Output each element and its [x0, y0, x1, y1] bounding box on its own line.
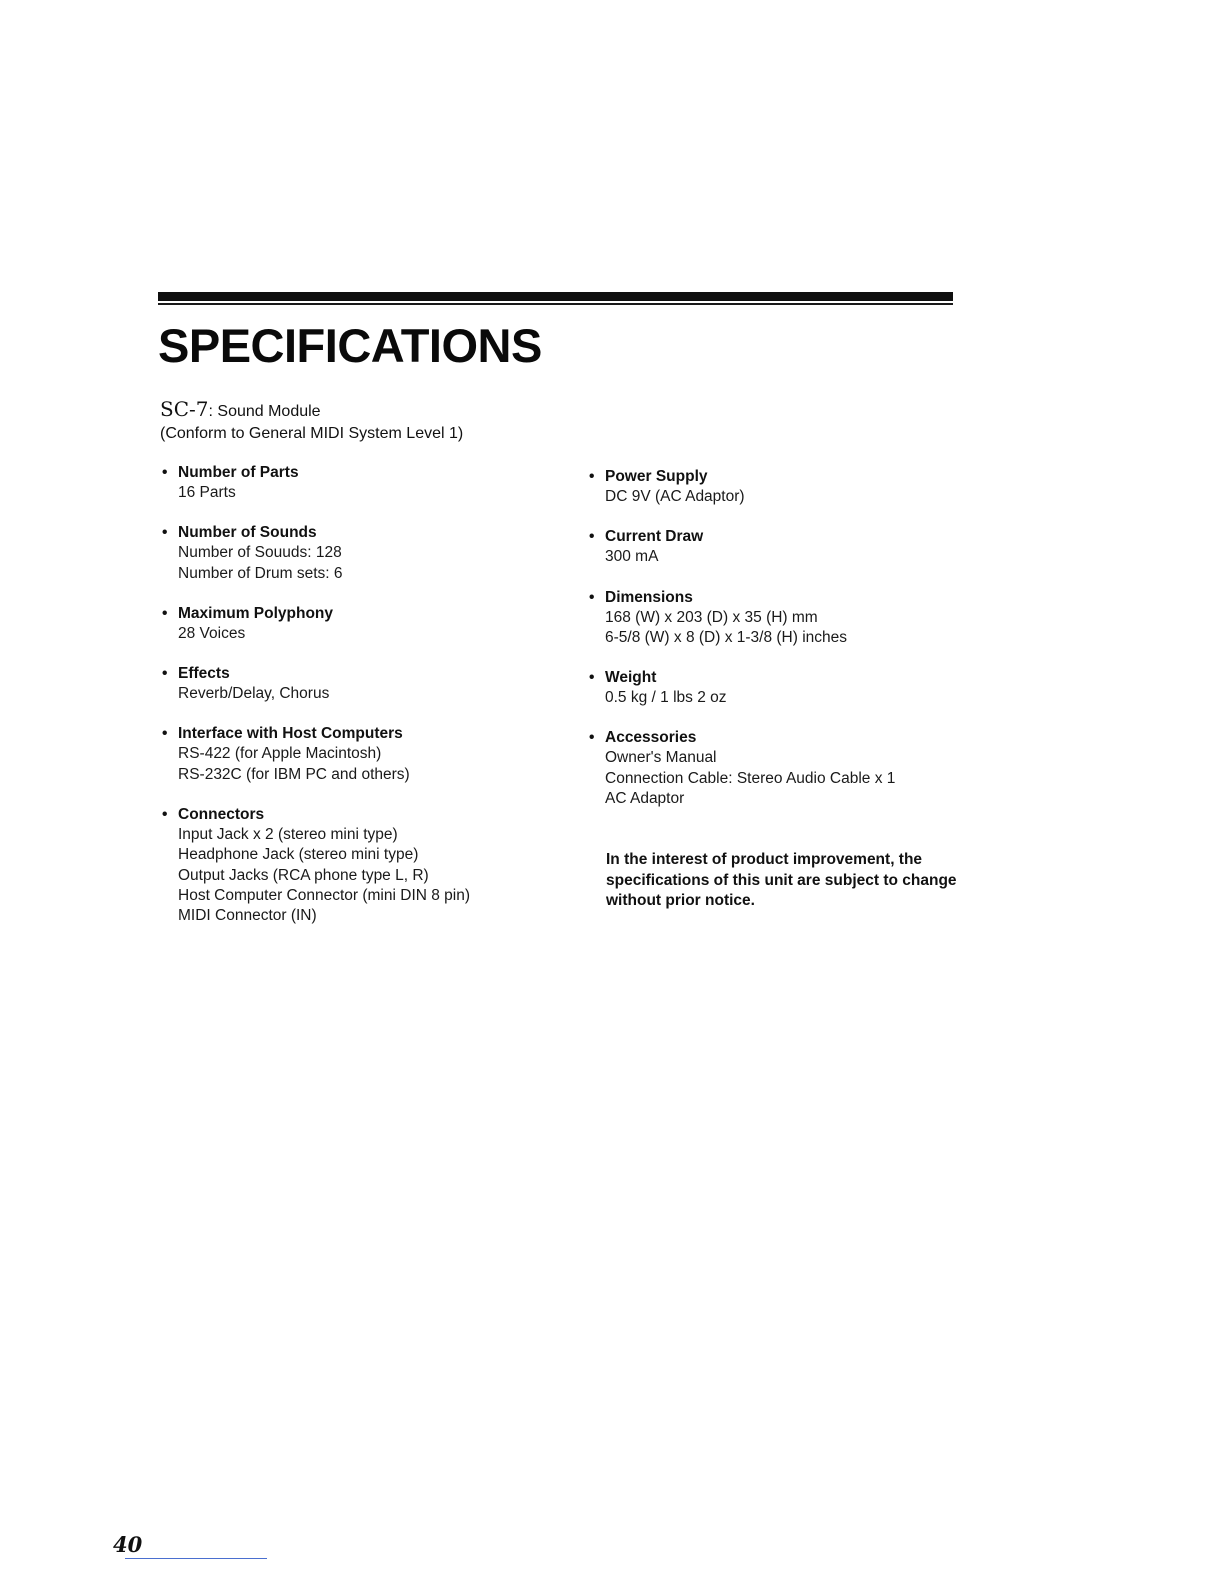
bullet-icon: •: [162, 464, 168, 481]
spec-value: Headphone Jack (stereo mini type): [178, 846, 419, 864]
spec-heading-text: Number of Parts: [178, 464, 299, 481]
spec-value: 28 Voices: [178, 624, 246, 642]
model-separator: :: [208, 403, 218, 420]
spec-heading: [162, 724, 542, 744]
spec-weight: [589, 668, 969, 708]
bullet-icon: •: [589, 588, 595, 606]
spec-heading: [589, 527, 969, 547]
bullet-icon: •: [162, 524, 168, 542]
bullet-icon: •: [162, 806, 168, 824]
model-conformance: (Conform to General MIDI System Level 1): [160, 425, 464, 442]
model-name: SC-7: [160, 397, 209, 421]
spec-heading: [589, 728, 969, 748]
spec-value: Number of Souuds: 128: [178, 544, 342, 562]
spec-heading-text: Current Draw: [605, 528, 704, 546]
bullet-icon: •: [589, 669, 595, 687]
spec-value: MIDI Connector (IN): [178, 907, 317, 925]
spec-heading-text: Weight: [605, 669, 657, 687]
bullet-icon: •: [162, 604, 168, 622]
spec-value: Connection Cable: Stereo Audio Cable x 1: [605, 769, 896, 787]
spec-dimensions: [589, 588, 969, 649]
notice-line: without prior notice.: [606, 892, 755, 909]
spec-heading: [162, 664, 542, 684]
spec-heading-text: Number of Sounds: [178, 524, 317, 542]
spec-value: Owner's Manual: [605, 749, 717, 767]
page-number: 40: [113, 1532, 143, 1557]
model-line: [160, 398, 463, 423]
spec-number-of-parts: [162, 463, 542, 503]
footer-underline: [125, 1558, 267, 1559]
spec-heading-text: Connectors: [178, 806, 265, 824]
model-block: [160, 398, 463, 445]
notice-line: specifications of this unit are subject to change: [606, 871, 957, 889]
spec-value: Host Computer Connector (mini DIN 8 pin): [178, 886, 471, 904]
spec-value: Output Jacks (RCA phone type L, R): [178, 866, 429, 884]
spec-column-right: [589, 467, 969, 829]
spec-heading-text: Maximum Polyphony: [178, 604, 334, 622]
spec-heading: [589, 467, 969, 487]
spec-value: Number of Drum sets: 6: [178, 564, 343, 582]
spec-maximum-polyphony: [162, 604, 542, 644]
header-rule-thin: [158, 303, 953, 305]
bullet-icon: •: [589, 528, 595, 546]
spec-current-draw: [589, 527, 969, 567]
spec-column-left: [162, 463, 542, 947]
spec-value: 168 (W) x 203 (D) x 35 (H) mm: [605, 608, 818, 626]
spec-value: RS-422 (for Apple Macintosh): [178, 745, 382, 763]
header-rule-thick: [158, 292, 953, 301]
spec-value: 0.5 kg / 1 lbs 2 oz: [605, 689, 727, 707]
model-description: Sound Module: [217, 403, 321, 420]
change-notice: [606, 850, 976, 912]
spec-heading-text: Accessories: [605, 729, 697, 747]
spec-heading: [589, 588, 969, 608]
spec-connectors: [162, 805, 542, 926]
spec-heading: [589, 668, 969, 688]
spec-value: Reverb/Delay, Chorus: [178, 685, 330, 703]
spec-heading: [162, 604, 542, 624]
spec-heading-text: Power Supply: [605, 468, 708, 485]
bullet-icon: •: [589, 468, 595, 485]
spec-accessories: [589, 728, 969, 809]
spec-value: 16 Parts: [178, 484, 236, 501]
notice-line: In the interest of product improvement, the: [606, 851, 923, 868]
spec-value: 6-5/8 (W) x 8 (D) x 1-3/8 (H) inches: [605, 628, 848, 646]
spec-heading: [162, 463, 542, 483]
spec-number-of-sounds: [162, 523, 542, 584]
spec-effects: [162, 664, 542, 704]
spec-power-supply: [589, 467, 969, 507]
bullet-icon: •: [589, 729, 595, 747]
spec-value: 300 mA: [605, 548, 659, 566]
spec-heading-text: Effects: [178, 665, 230, 683]
spec-value: DC 9V (AC Adaptor): [605, 488, 745, 505]
bullet-icon: •: [162, 665, 168, 683]
page-title: SPECIFICATIONS: [158, 319, 542, 372]
spec-heading-text: Interface with Host Computers: [178, 725, 403, 743]
spec-value: AC Adaptor: [605, 790, 685, 808]
spec-heading: [162, 805, 542, 825]
spec-heading: [162, 523, 542, 543]
spec-value: RS-232C (for IBM PC and others): [178, 765, 410, 783]
spec-value: Input Jack x 2 (stereo mini type): [178, 826, 398, 844]
spec-heading-text: Dimensions: [605, 588, 693, 606]
spec-interface-host-computers: [162, 724, 542, 785]
bullet-icon: •: [162, 725, 168, 743]
